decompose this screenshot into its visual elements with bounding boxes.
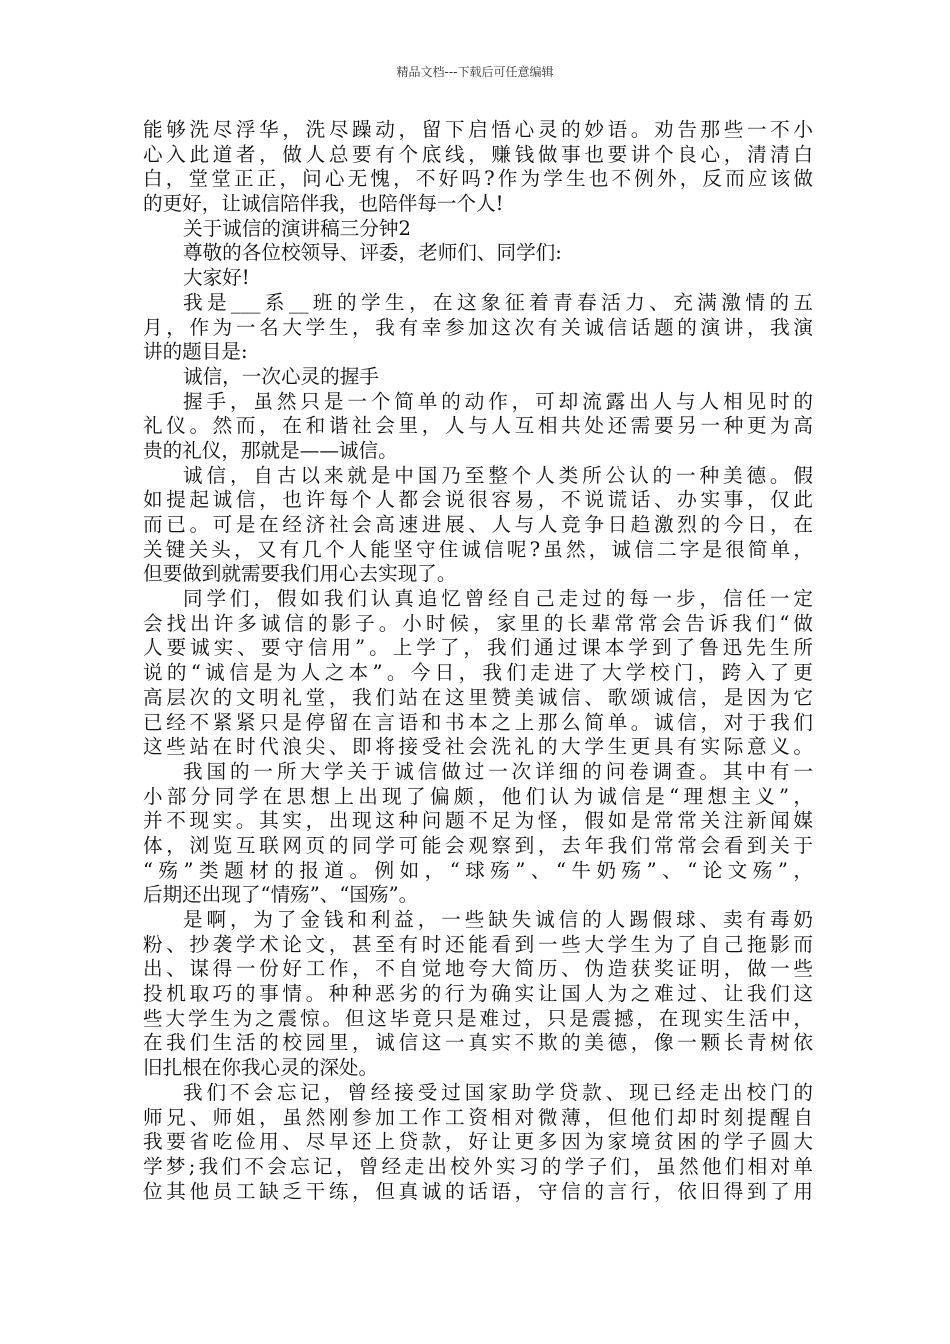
text-line: 关键关头，又有几个人能坚守住诚信呢?虽然，诚信二字是很简单， <box>143 537 813 561</box>
text-line: 讲的题目是: <box>143 340 248 364</box>
page-header: 精品文档---下载后可任意编辑 <box>396 65 554 79</box>
text-line: 是啊，为了金钱和利益，一些缺失诚信的人踢假球、卖有毒奶 <box>183 908 813 931</box>
text-line: 但要做到就需要我们用心去实现了。 <box>143 562 457 586</box>
text-line: 师兄、师姐，虽然刚参加工作工资相对微薄，但他们却时刻提醒自 <box>143 1105 813 1129</box>
text-line: 同学们，假如我们认真追忆曾经自己走过的每一步，信任一定 <box>183 587 813 611</box>
text-line: 并不现实。其实，出现这种问题不足为怪，假如是常常关注新闻媒 <box>143 809 813 833</box>
text-line: 小部分同学在思想上出现了偏颇，他们认为诚信是“理想主义”， <box>143 784 813 808</box>
text-line: 的更好，让诚信陪伴我，也陪伴每一个人! <box>143 192 504 216</box>
text-line: 月，作为一名大学生，我有幸参加这次有关诚信话题的演讲，我演 <box>143 315 813 339</box>
text-line: 诚信，一次心灵的握手 <box>183 364 379 388</box>
text-line: 已经不紧紧只是停留在言语和书本之上那么简单。诚信，对于我们 <box>143 710 813 734</box>
text-line: 尊敬的各位校领导、评委，老师们、同学们: <box>183 241 562 265</box>
text-line: 白，堂堂正正，问心无愧，不好吗?作为学生也不例外，反而应该做 <box>143 167 813 191</box>
text-line: 出、谋得一份好工作，不自觉地夸大简历、伪造获奖证明，做一些 <box>143 957 813 981</box>
text-line: 学梦;我们不会忘记，曾经走出校外实习的学子们，虽然他们相对单 <box>143 1154 813 1178</box>
text-line: 我国的一所大学关于诚信做过一次详细的问卷调查。其中有一 <box>183 759 813 783</box>
text-line: 人要诚实、要守信用”。上学了，我们通过课本学到了鲁迅先生所 <box>143 636 813 660</box>
text-line: 些大学生为之震惊。但这毕竟只是难过，只是震撼，在现实生活中， <box>143 1006 813 1030</box>
document-body <box>143 118 813 1204</box>
text-line: 心入此道者，做人总要有个底线，赚钱做事也要讲个良心，清清白 <box>143 142 813 166</box>
text-line: 如提起诚信，也许每个人都会说很容易，不说谎话、办实事，仅此 <box>143 488 813 512</box>
text-line: 体，浏览互联网页的同学可能会观察到，去年我们常常会看到关于 <box>143 833 813 857</box>
text-line: 贵的礼仪，那就是——诚信。 <box>143 438 398 462</box>
text-line: 大家好! <box>183 266 250 290</box>
text-line: 我是___系__班的学生，在这象征着青春活力、充满激情的五 <box>183 290 813 314</box>
text-line: 旧扎根在你我心灵的深处。 <box>143 1056 379 1080</box>
text-line: 位其他员工缺乏干练，但真诚的话语，守信的言行，依旧得到了用 <box>143 1179 813 1203</box>
text-line: 我要省吃俭用、尽早还上贷款，好让更多因为家境贫困的学子圆大 <box>143 1130 813 1154</box>
text-line: 后期还出现了“情殇”、“国殇”。 <box>143 883 419 907</box>
text-line: 诚信，自古以来就是中国乃至整个人类所公认的一种美德。假 <box>183 463 813 487</box>
text-line: 关于诚信的演讲稿三分钟2 <box>183 216 411 240</box>
text-line: 而已。可是在经济社会高速进展、人与人竞争日趋激烈的今日，在 <box>143 513 813 536</box>
text-line: 在我们生活的校园里，诚信这一真实不欺的美德，像一颗长青树依 <box>143 1031 813 1055</box>
text-line: 我们不会忘记，曾经接受过国家助学贷款、现已经走出校门的 <box>183 1080 813 1104</box>
text-line: 投机取巧的事情。种种恶劣的行为确实让国人为之难过、让我们这 <box>143 982 813 1006</box>
text-line: 高层次的文明礼堂，我们站在这里赞美诚信、歌颂诚信，是因为它 <box>143 685 813 709</box>
text-line: 能够洗尽浮华，洗尽躁动，留下启悟心灵的妙语。劝告那些一不小 <box>143 118 813 141</box>
text-line: 会找出许多诚信的影子。小时候，家里的长辈常常会告诉我们“做 <box>143 611 813 635</box>
text-line: 礼仪。然而，在和谐社会里，人与人互相共处还需要另一种更为高 <box>143 414 813 438</box>
text-line: 粉、抄袭学术论文，甚至有时还能看到一些大学生为了自己拖影而 <box>143 932 813 956</box>
text-line: 说的“诚信是为人之本”。今日，我们走进了大学校门，跨入了更 <box>143 661 813 685</box>
text-line: “殇”类题材的报道。例如，“球殇”、“牛奶殇”、“论文殇”， <box>143 858 813 882</box>
text-line: 握手，虽然只是一个简单的动作，可却流露出人与人相见时的 <box>183 389 813 413</box>
text-line: 这些站在时代浪尖、即将接受社会洗礼的大学生更具有实际意义。 <box>143 735 813 759</box>
